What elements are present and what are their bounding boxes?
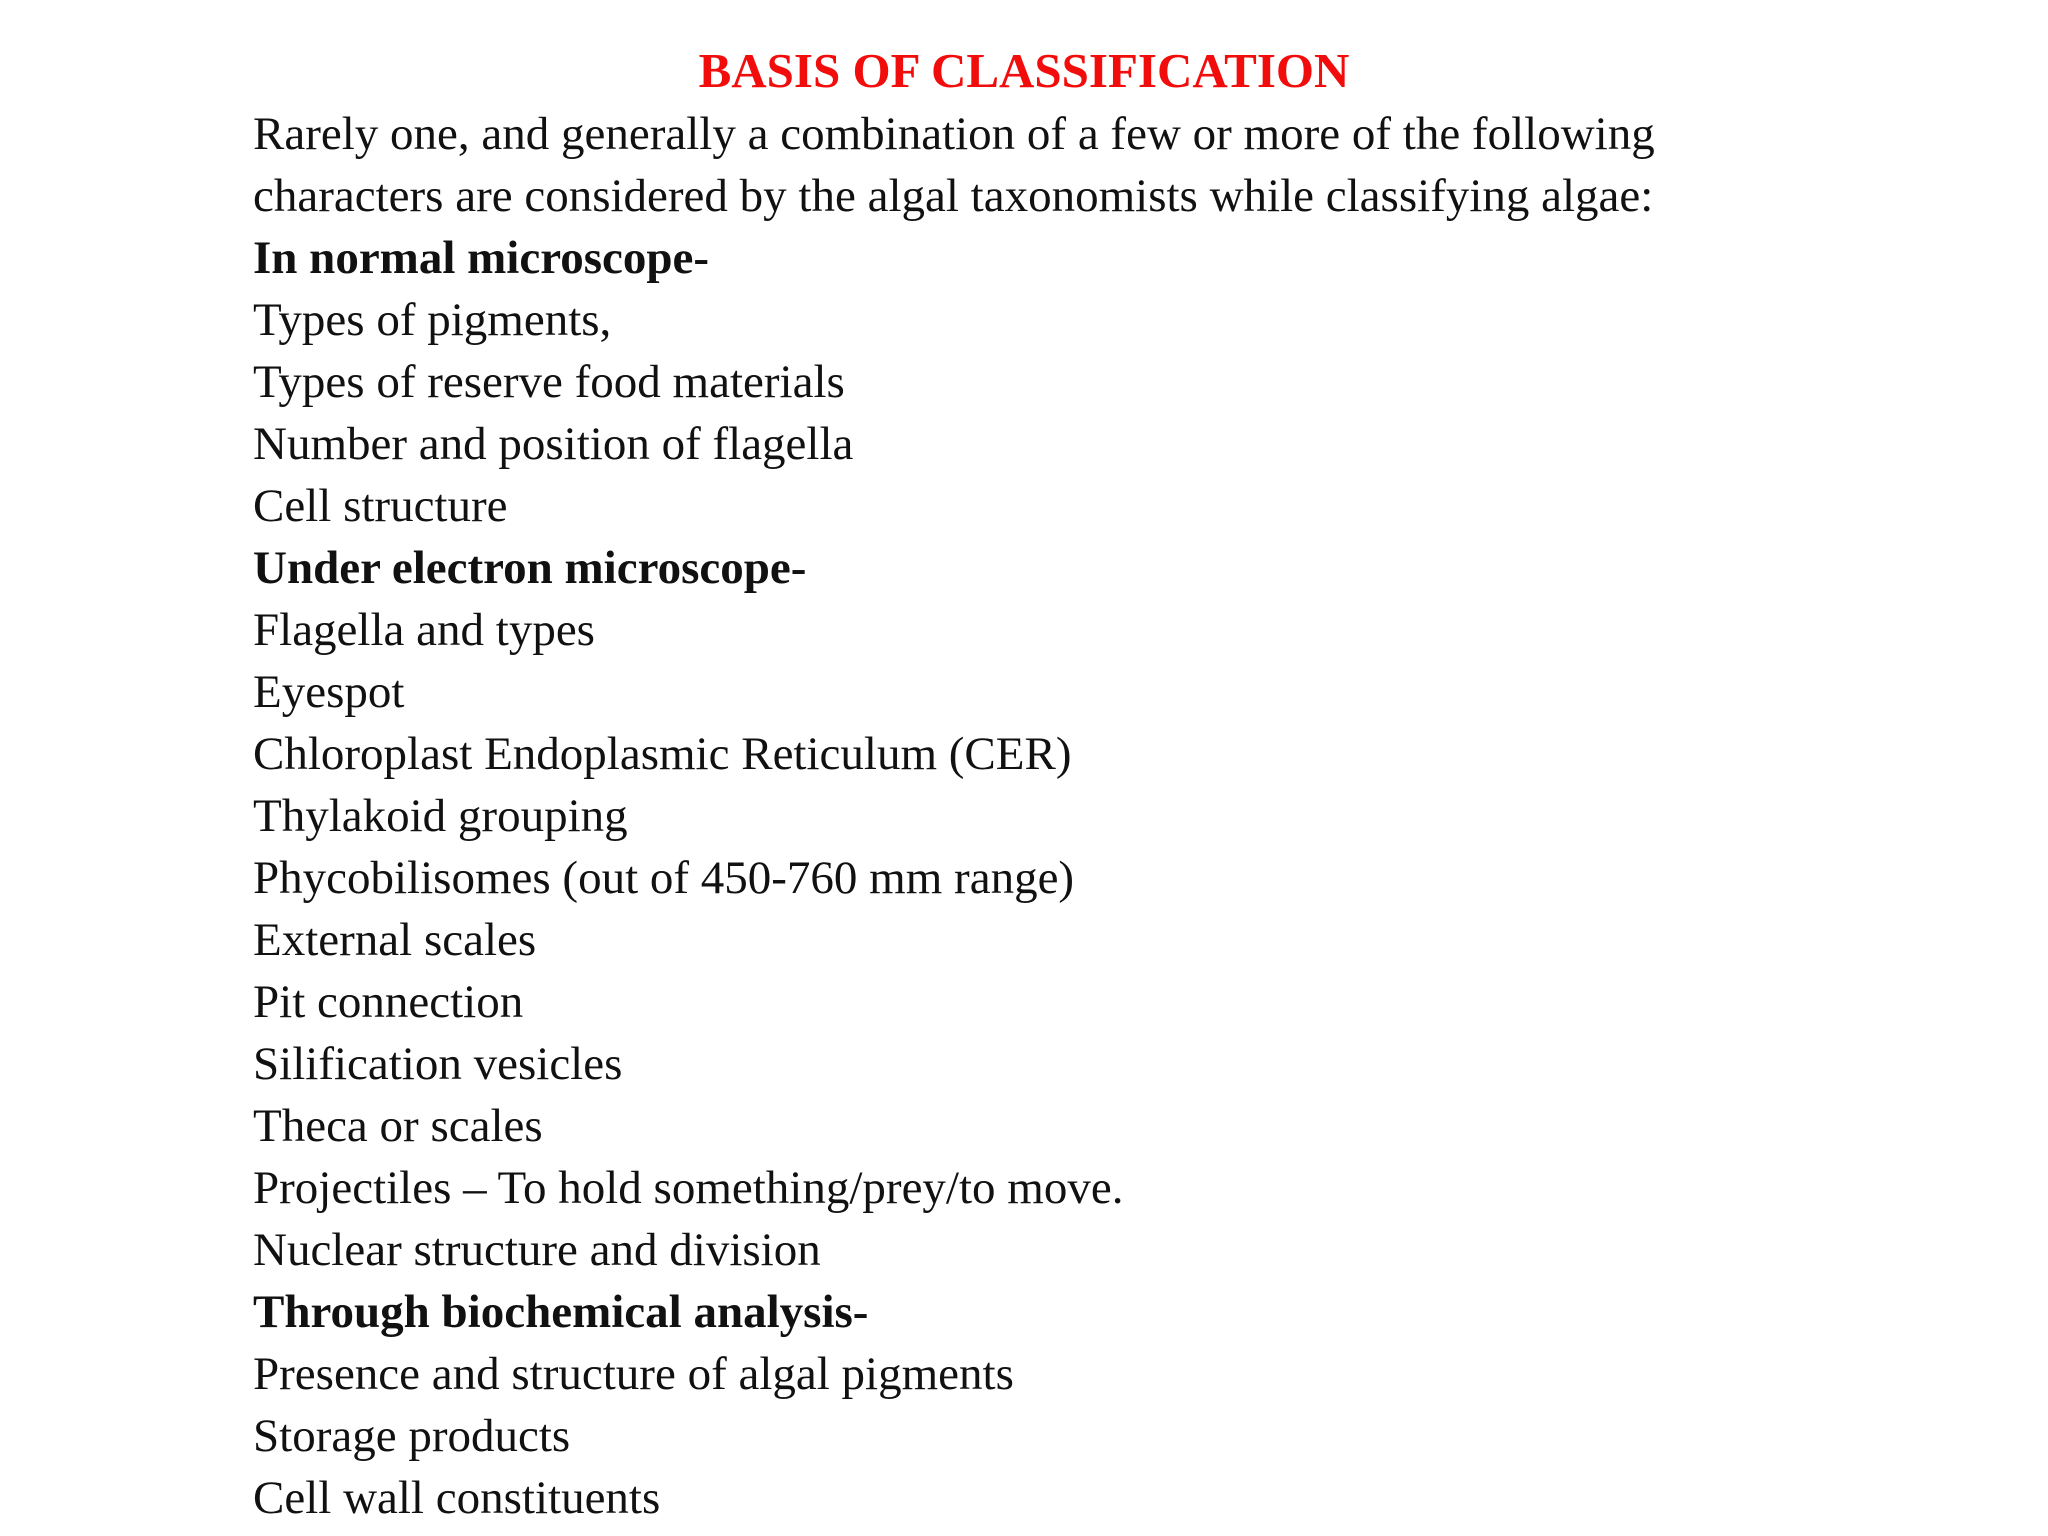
slide-title: BASIS OF CLASSIFICATION <box>698 43 1350 98</box>
list-item: Pit connection <box>253 976 524 1028</box>
list-item: Storage products <box>253 1410 571 1462</box>
section-biochemical-analysis <box>253 1281 2013 1529</box>
intro-paragraph <box>253 103 2013 227</box>
section-heading: Under electron microscope- <box>253 542 807 594</box>
list-item: Projectiles – To hold something/prey/to move. <box>253 1162 1124 1214</box>
list-item: External scales <box>253 914 537 966</box>
section-electron-microscope <box>253 537 2013 1281</box>
section-normal-microscope <box>253 227 2013 537</box>
list-item: Cell structure <box>253 480 508 532</box>
list-item: Phycobilisomes (out of 450-760 mm range) <box>253 852 1075 904</box>
list-item: Thylakoid grouping <box>253 790 628 842</box>
list-item: Chloroplast Endoplasmic Reticulum (CER) <box>253 728 1072 780</box>
list-item: Types of reserve food materials <box>253 356 845 408</box>
list-item: Flagella and types <box>253 604 595 656</box>
list-item: Presence and structure of algal pigments <box>253 1348 1014 1400</box>
list-item: Eyespot <box>253 666 405 718</box>
intro-line: Rarely one, and generally a combination of a few or more of the following <box>253 108 1655 160</box>
list-item: Theca or scales <box>253 1100 543 1152</box>
list-item: Cell wall constituents <box>253 1472 661 1524</box>
section-heading: Through biochemical analysis- <box>253 1286 869 1338</box>
section-heading: In normal microscope- <box>253 232 710 284</box>
intro-line: characters are considered by the algal taxonomists while classifying algae: <box>253 170 1654 222</box>
list-item: Types of pigments, <box>253 294 612 346</box>
slide-body <box>253 103 2013 1529</box>
list-item: Silification vesicles <box>253 1038 623 1090</box>
list-item: Nuclear structure and division <box>253 1224 821 1276</box>
list-item: Number and position of flagella <box>253 418 854 470</box>
